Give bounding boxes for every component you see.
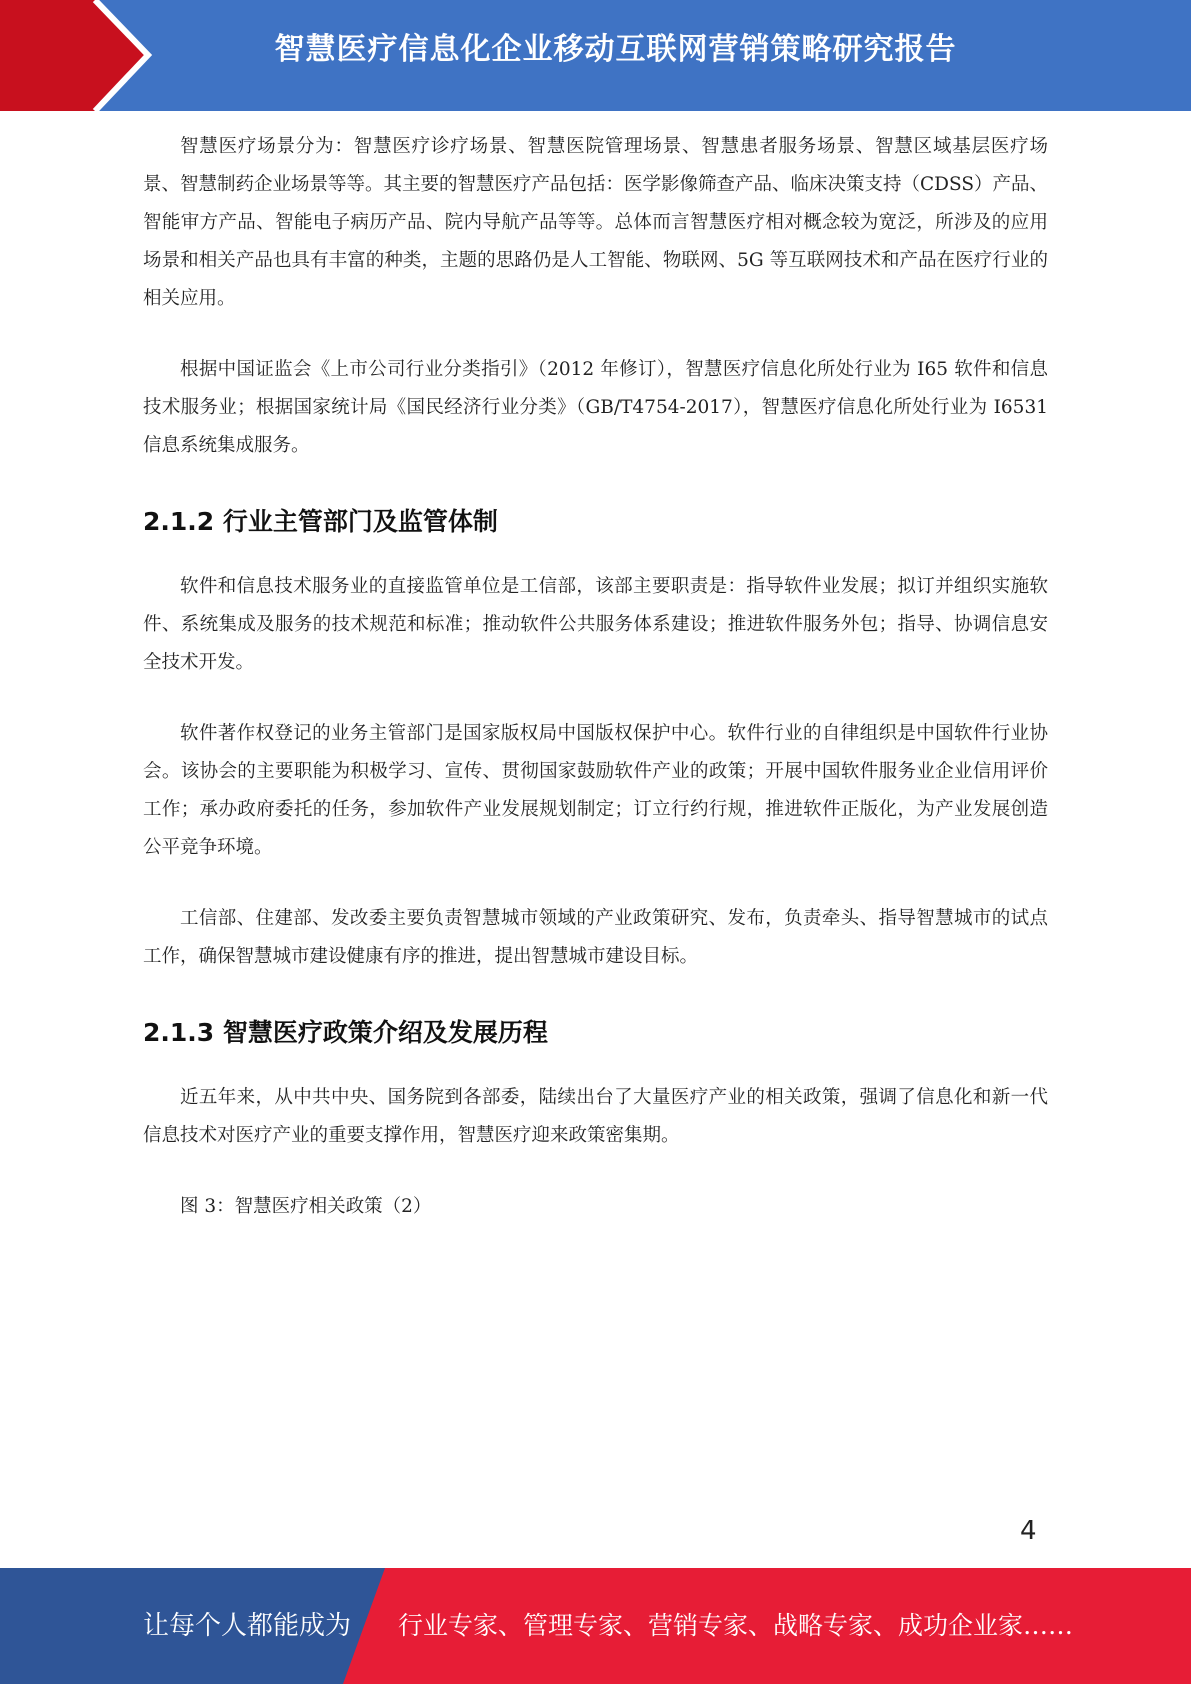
paragraph-smart-city: 工信部、住建部、发改委主要负责智慧城市领域的产业政策研究、发布，负责牵头、指导智慧城市的试点工作，确保智慧城市建设健康有序的推进，提出智慧城市建设目标。 (143, 908, 1048, 967)
page-content (143, 128, 1048, 1226)
footer-slogan-left: 让每个人都能成为 (143, 1611, 352, 1641)
page-number: 4 (1020, 1516, 1037, 1546)
figure-caption: 图 3：智慧医疗相关政策（2） (180, 1196, 432, 1217)
section-heading-2-1-2: 2.1.2 行业主管部门及监管体制 (143, 507, 498, 536)
paragraph-copyright-association: 软件著作权登记的业务主管部门是国家版权局中国版权保护中心。软件行业的自律组织是中国软件行业协会。该协会的主要职能为积极学习、宣传、贯彻国家鼓励软件产业的政策；开展中国软件服务业企业信用评价工作；承办政府委托的任务，参加软件产业发展规划制定；订立行约行规，推进软件正版化，为产业发展创造公平竞争环境。 (143, 723, 1048, 858)
section-heading-2-1-3: 2.1.3 智慧医疗政策介绍及发展历程 (143, 1018, 548, 1047)
page-footer (0, 1568, 1191, 1684)
paragraph-policies: 近五年来，从中共中央、国务院到各部委，陆续出台了大量医疗产业的相关政策，强调了信息化和新一代信息技术对医疗产业的重要支撑作用，智慧医疗迎来政策密集期。 (143, 1087, 1048, 1146)
report-title: 智慧医疗信息化企业移动互联网营销策略研究报告 (274, 32, 957, 67)
footer-slogan-right: 行业专家、管理专家、营销专家、战略专家、成功企业家…… (398, 1611, 1074, 1640)
page-header (0, 0, 1191, 111)
paragraph-scenarios: 智慧医疗场景分为：智慧医疗诊疗场景、智慧医院管理场景、智慧患者服务场景、智慧区域基层医疗场景、智慧制药企业场景等等。其主要的智慧医疗产品包括：医学影像筛查产品、临床决策支持（CDSS）产品、智能审方产品、智能电子病历产品、院内导航产品等等。总体而言智慧医疗相对概念较为宽泛，所涉及的应用场景和相关产品也具有丰富的种类，主题的思路仍是人工智能、物联网、5G 等互联网技术和产品在医疗行业的相关应用。 (143, 136, 1049, 309)
paragraph-industry-classification: 根据中国证监会《上市公司行业分类指引》（2012 年修订），智慧医疗信息化所处行业为 I65 软件和信息技术服务业；根据国家统计局《国民经济行业分类》（GB/T4754-2017），智慧医疗信息化所处行业为 I6531 信息系统集成服务。 (143, 359, 1048, 456)
paragraph-supervision: 软件和信息技术服务业的直接监管单位是工信部，该部主要职责是：指导软件业发展；拟订并组织实施软件、系统集成及服务的技术规范和标准；推动软件公共服务体系建设；推进软件服务外包；指导、协调信息安全技术开发。 (143, 576, 1048, 673)
